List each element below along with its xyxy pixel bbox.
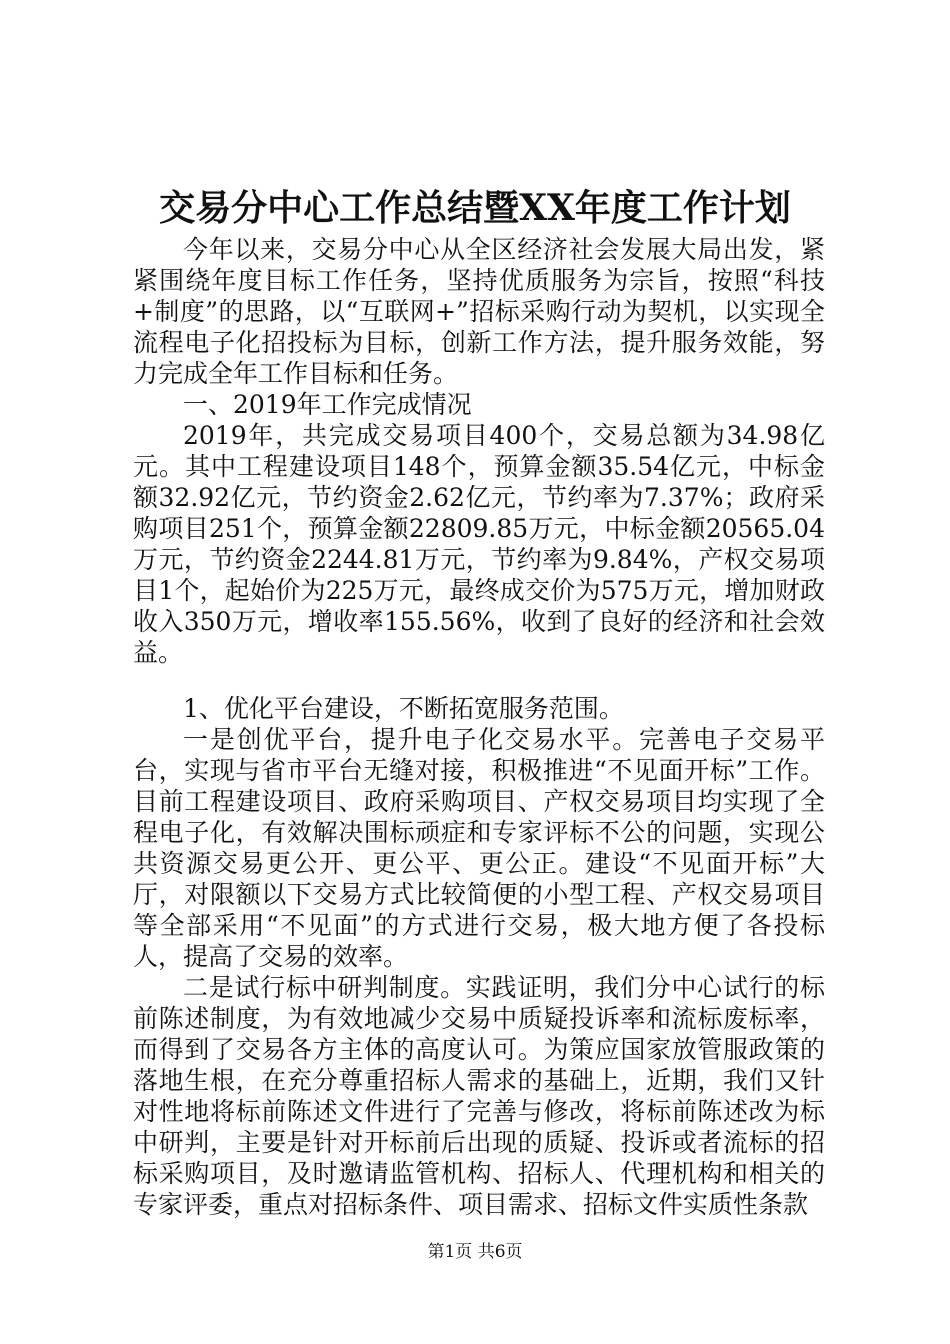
intro-paragraph: 今年以来，交易分中心从全区经济社会发展大局出发，紧紧围绕年度目标工作任务，坚持优质服务为宗旨，按照“科技+制度”的思路，以“互联网+”招标采购行动为契机，以实现全流程电子化招投标为目标，创新工作方法，提升服务效能，努力完成全年工作目标和任务。 xyxy=(133,235,825,388)
section-heading: 一、2019年工作完成情况 xyxy=(183,390,472,419)
paragraph-spacer xyxy=(133,668,825,693)
body-paragraph: 一是创优平台，提升电子化交易水平。完善电子交易平台，实现与省市平台无缝对接，积极推进“不见面开标”工作。目前工程建设项目、政府采购项目、产权交易项目均实现了全程电子化，有效解决围标顽症和专家评标不公的问题，实现公共资源交易更公开、更公平、更公正。建设“不见面开标”大厅，对限额以下交易方式比较简便的小型工程、产权交易项目等全部采用“不见面”的方式进行交易，极大地方便了各投标人，提高了交易的效率。 xyxy=(133,725,825,971)
page-footer: 第1页 共6页 xyxy=(427,1242,523,1262)
subsection-heading: 1、优化平台建设，不断拓宽服务范围。 xyxy=(183,694,624,723)
document-body xyxy=(133,234,825,1220)
summary-paragraph: 2019年，共完成交易项目400个，交易总额为34.98亿元。其中工程建设项目148个，预算金额35.54亿元，中标金额32.92亿元，节约资金2.62亿元，节约率为7.37%；政府采购项目251个，预算金额22809.85万元，中标金额20565.04万元，节约资金2244.81万元，节约率为9.84%，产权交易项目1个，起始价为225万元，最终成交价为575万元，增加财政收入350万元，增收率155.56%，收到了良好的经济和社会效益。 xyxy=(133,421,825,667)
body-paragraph: 二是试行标中研判制度。实践证明，我们分中心试行的标前陈述制度，为有效地减少交易中质疑投诉率和流标废标率，而得到了交易各方主体的高度认可。为策应国家放管服政策的落地生根，在充分尊重招标人需求的基础上，近期，我们又针对性地将标前陈述文件进行了完善与修改，将标前陈述改为标中研判，主要是针对开标前后出现的质疑、投诉或者流标的招标采购项目，及时邀请监管机构、招标人、代理机构和相关的专家评委，重点对招标条件、项目需求、招标文件实质性条款 xyxy=(133,973,825,1219)
document-title: 交易分中心工作总结暨XX年度工作计划 xyxy=(159,187,791,229)
